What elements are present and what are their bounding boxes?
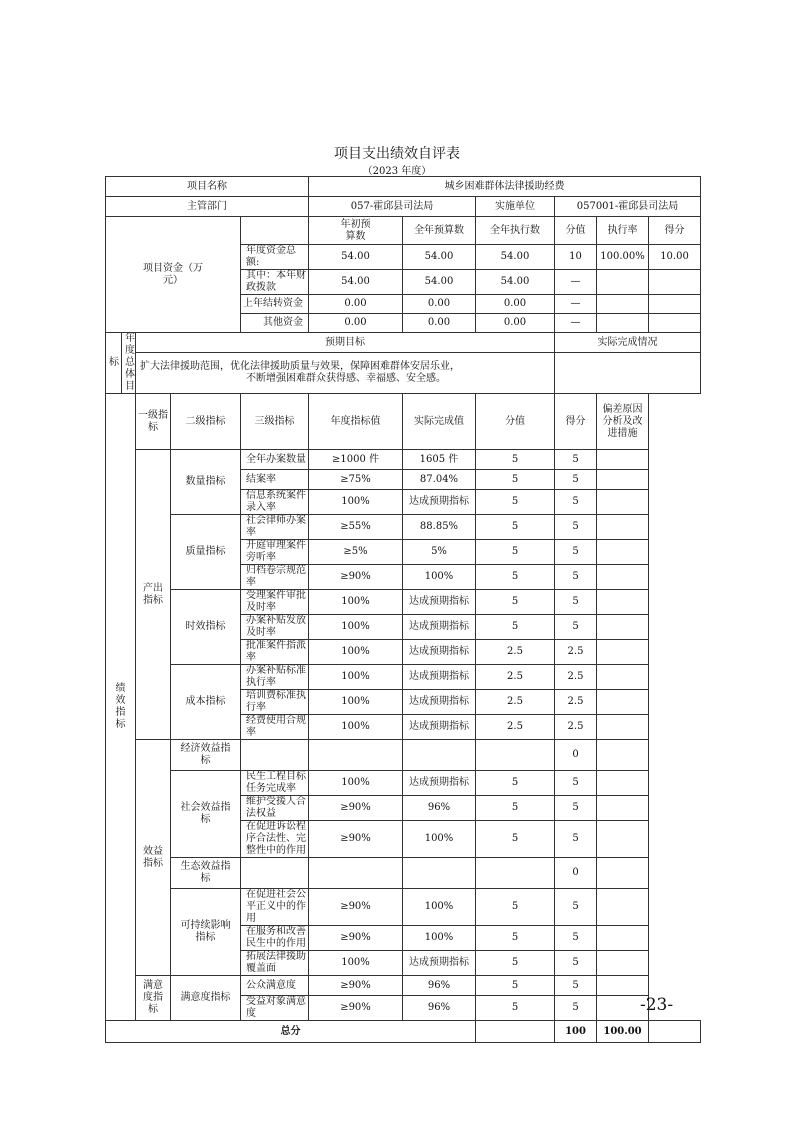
- project-name-row: [106, 177, 701, 197]
- indicator-target: [309, 740, 403, 771]
- indicator-score: 5: [476, 821, 555, 858]
- l2-indicator: 时效指标: [171, 590, 241, 665]
- indicator-got: 0: [555, 740, 597, 771]
- goals-label-b-text: 标: [109, 357, 119, 368]
- l3-indicator: 全年办案数量: [241, 450, 309, 470]
- funds-cell: 0.00: [476, 295, 555, 314]
- indicator-actual: 达成预期指标: [403, 490, 476, 515]
- indicator-note: [597, 976, 649, 996]
- indicator-got: 5: [555, 889, 597, 926]
- indicator-got: 5: [555, 470, 597, 490]
- funds-row-label: 其他资金: [241, 314, 309, 333]
- project-name-label: 项目名称: [106, 177, 309, 197]
- indicator-got: 5: [555, 565, 597, 590]
- indicator-got: 5: [555, 540, 597, 565]
- l3-indicator: 在促进社会公平正义中的作用: [241, 889, 309, 926]
- indicator-target: 100%: [309, 590, 403, 615]
- indicator-got: 5: [555, 926, 597, 951]
- indicator-note: [597, 715, 649, 740]
- indicator-target: 100%: [309, 690, 403, 715]
- l3-indicator: 拓展法律援助覆盖面: [241, 951, 309, 976]
- indicator-score: 5: [476, 796, 555, 821]
- indicator-note: [597, 926, 649, 951]
- indicator-note: [597, 951, 649, 976]
- indicator-actual: 达成预期指标: [403, 951, 476, 976]
- unit-label: 实施单位: [476, 197, 555, 217]
- total-row: [106, 1021, 701, 1043]
- l3-indicator: 在服务和改善民生中的作用: [241, 926, 309, 951]
- goals-label-a: [122, 333, 136, 394]
- indicator-got: 5: [555, 821, 597, 858]
- l2-indicator: 可持续影响指标: [171, 889, 241, 976]
- indicator-note: [597, 450, 649, 470]
- indicator-score: 5: [476, 951, 555, 976]
- l3-indicator: 批准案件指派率: [241, 640, 309, 665]
- indicator-note: [597, 665, 649, 690]
- indicator-row: [106, 665, 701, 690]
- indicator-actual: 达成预期指标: [403, 715, 476, 740]
- funds-label: [106, 217, 241, 333]
- unit-value: 057001-霍邱县司法局: [555, 197, 701, 217]
- actual-result-text: [555, 353, 701, 394]
- actual-result-label: 实际完成情况: [555, 333, 701, 353]
- goals-label-b: [106, 333, 122, 394]
- funds-cell: 54.00: [309, 270, 403, 295]
- indicator-header-5: 分值: [476, 394, 555, 450]
- form-title: 项目支出绩效自评表: [334, 146, 460, 162]
- indicator-target: ≥75%: [309, 470, 403, 490]
- l3-indicator: [241, 858, 309, 889]
- funds-cell: 10.00: [649, 245, 701, 270]
- indicator-note: [597, 540, 649, 565]
- funds-header-row: [106, 217, 701, 245]
- indicator-note: [597, 515, 649, 540]
- indicator-got: 5: [555, 996, 597, 1021]
- funds-cell: —: [555, 295, 597, 314]
- l3-indicator: 开庭审理案件旁听率: [241, 540, 309, 565]
- funds-cell: —: [555, 270, 597, 295]
- l3-indicator: 民生工程目标任务完成率: [241, 771, 309, 796]
- department-row: [106, 197, 701, 217]
- funds-cell: 0.00: [403, 295, 476, 314]
- l3-indicator: 维护受援人合法权益: [241, 796, 309, 821]
- funds-cell: 0.00: [403, 314, 476, 333]
- l3-indicator: 信息系统案件录入率: [241, 490, 309, 515]
- funds-cell: [597, 270, 649, 295]
- indicator-target: ≥90%: [309, 996, 403, 1021]
- indicator-row: [106, 450, 701, 470]
- indicator-target: ≥90%: [309, 976, 403, 996]
- indicator-got: 5: [555, 490, 597, 515]
- indicator-target: 100%: [309, 951, 403, 976]
- indicator-actual: 达成预期指标: [403, 690, 476, 715]
- indicator-actual: 100%: [403, 889, 476, 926]
- l3-indicator: 办案补贴标准执行率: [241, 665, 309, 690]
- l3-indicator: 经费使用合规率: [241, 715, 309, 740]
- indicator-score: 2.5: [476, 715, 555, 740]
- indicator-score: 5: [476, 590, 555, 615]
- l3-indicator: 公众满意度: [241, 976, 309, 996]
- funds-cell: 10: [555, 245, 597, 270]
- page-number: -23-: [640, 995, 674, 1015]
- indicator-note: [597, 490, 649, 515]
- indicator-got: 5: [555, 796, 597, 821]
- indicator-header-7: 偏差原因分析及改进措施: [597, 394, 649, 450]
- funds-cell: [649, 314, 701, 333]
- indicator-score: 5: [476, 771, 555, 796]
- indicator-target: 100%: [309, 490, 403, 515]
- goals-content-row: [106, 353, 701, 394]
- funds-header-1: 全年预算数: [403, 217, 476, 245]
- l3-indicator: 社会律师办案率: [241, 515, 309, 540]
- indicator-got: 2.5: [555, 690, 597, 715]
- funds-cell: 54.00: [309, 245, 403, 270]
- indicator-note: [597, 590, 649, 615]
- indicator-score: 5: [476, 540, 555, 565]
- form-year: （2023 年度）: [362, 166, 432, 177]
- funds-header-0: 年初预算数: [309, 217, 403, 245]
- indicator-row: [106, 515, 701, 540]
- indicator-actual: 96%: [403, 996, 476, 1021]
- indicator-target: 100%: [309, 771, 403, 796]
- project-name-value: 城乡困难群体法律援助经费: [309, 177, 701, 197]
- l3-indicator: 受益对象满意度: [241, 996, 309, 1021]
- indicator-got: 5: [555, 976, 597, 996]
- goals-label-a-text: 年度总体目: [125, 333, 135, 392]
- funds-cell: 54.00: [476, 270, 555, 295]
- indicator-actual: 达成预期指标: [403, 590, 476, 615]
- l3-indicator: [241, 740, 309, 771]
- indicator-score: 2.5: [476, 640, 555, 665]
- indicator-target: ≥90%: [309, 926, 403, 951]
- indicator-note: [597, 740, 649, 771]
- indicator-note: [597, 565, 649, 590]
- total-score: 100: [555, 1021, 597, 1043]
- indicator-actual: 达成预期指标: [403, 771, 476, 796]
- expected-goal-label: 预期目标: [136, 333, 555, 353]
- indicator-score: 5: [476, 996, 555, 1021]
- indicator-got: 0: [555, 858, 597, 889]
- indicator-target: ≥90%: [309, 821, 403, 858]
- indicator-actual: 达成预期指标: [403, 665, 476, 690]
- indicator-target: ≥5%: [309, 540, 403, 565]
- indicator-score: [476, 858, 555, 889]
- total-got: 100.00: [597, 1021, 649, 1043]
- funds-cell: 54.00: [403, 245, 476, 270]
- indicator-note: [597, 690, 649, 715]
- indicator-actual: [403, 740, 476, 771]
- indicator-got: 2.5: [555, 665, 597, 690]
- indicator-got: 5: [555, 590, 597, 615]
- indicator-got: 5: [555, 515, 597, 540]
- funds-cell: 54.00: [476, 245, 555, 270]
- indicator-actual: 88.85%: [403, 515, 476, 540]
- l3-indicator: 培训费标准执行率: [241, 690, 309, 715]
- indicator-score: 5: [476, 615, 555, 640]
- indicator-got: 5: [555, 450, 597, 470]
- indicator-score: [476, 740, 555, 771]
- l2-indicator: 社会效益指标: [171, 771, 241, 858]
- funds-cell: —: [555, 314, 597, 333]
- indicator-section: [106, 394, 701, 1021]
- indicator-section-text: 绩效指标: [115, 683, 126, 730]
- indicator-target: 100%: [309, 715, 403, 740]
- l2-indicator: 经济效益指标: [171, 740, 241, 771]
- indicator-score: 5: [476, 565, 555, 590]
- funds-cell: [649, 270, 701, 295]
- indicator-target: 100%: [309, 640, 403, 665]
- indicator-target: ≥90%: [309, 565, 403, 590]
- funds-row-label: 上年结转资金: [241, 295, 309, 314]
- indicator-score: 5: [476, 490, 555, 515]
- indicator-got: 5: [555, 771, 597, 796]
- indicator-actual: 96%: [403, 796, 476, 821]
- indicator-note: [597, 640, 649, 665]
- indicator-score: 5: [476, 450, 555, 470]
- indicator-note: [597, 889, 649, 926]
- indicator-header-0: 一级指标: [136, 394, 171, 450]
- indicator-row: [106, 976, 701, 996]
- funds-cell: [597, 295, 649, 314]
- funds-header-2: 全年执行数: [476, 217, 555, 245]
- indicator-actual: 100%: [403, 565, 476, 590]
- indicator-actual: 达成预期指标: [403, 640, 476, 665]
- indicator-header-4: 实际完成值: [403, 394, 476, 450]
- l3-indicator: 在促进诉讼程序合法性、完整性中的作用: [241, 821, 309, 858]
- funds-cell: [649, 295, 701, 314]
- indicator-actual: 100%: [403, 821, 476, 858]
- indicator-actual: 96%: [403, 976, 476, 996]
- funds-header-5: 得分: [649, 217, 701, 245]
- indicator-got: 5: [555, 951, 597, 976]
- dept-value: 057-霍邱县司法局: [309, 197, 476, 217]
- l3-indicator: 归档卷宗规范率: [241, 565, 309, 590]
- l2-indicator: 满意度指标: [171, 976, 241, 1021]
- total-label: 总分: [106, 1021, 476, 1043]
- indicator-score: 5: [476, 515, 555, 540]
- indicator-note: [597, 821, 649, 858]
- indicator-actual: 5%: [403, 540, 476, 565]
- indicator-note: [597, 796, 649, 821]
- indicator-header-row: [106, 394, 701, 450]
- indicator-target: [309, 858, 403, 889]
- l3-indicator: 结案率: [241, 470, 309, 490]
- indicator-score: 2.5: [476, 690, 555, 715]
- indicator-note: [597, 615, 649, 640]
- indicator-actual: 100%: [403, 926, 476, 951]
- l1-indicator: 效益指标: [136, 740, 171, 976]
- indicator-target: ≥90%: [309, 889, 403, 926]
- indicator-got: 5: [555, 615, 597, 640]
- expected-goal-line: 不断增强困难群众获得感、幸福感、安全感。: [246, 373, 446, 385]
- indicator-score: 5: [476, 976, 555, 996]
- indicator-target: ≥1000 件: [309, 450, 403, 470]
- indicator-target: ≥55%: [309, 515, 403, 540]
- l1-indicator: 满意度指标: [136, 976, 171, 1021]
- indicator-score: 5: [476, 889, 555, 926]
- indicator-actual: 87.04%: [403, 470, 476, 490]
- funds-cell: 0.00: [476, 314, 555, 333]
- indicator-actual: 1605 件: [403, 450, 476, 470]
- indicator-row: [106, 590, 701, 615]
- indicator-target: ≥90%: [309, 796, 403, 821]
- total-note: [649, 1021, 701, 1043]
- expected-goal-line: 扩大法律援助范围，优化法律援助质量与效果，保障困难群体安居乐业，: [140, 361, 460, 373]
- indicator-section-label: [106, 394, 136, 1021]
- performance-table: [105, 176, 701, 1043]
- funds-row-label: 其中：本年财政拨款: [241, 270, 309, 295]
- l2-indicator: 数量指标: [171, 450, 241, 515]
- funds-cell: 54.00: [403, 270, 476, 295]
- funds-cell: 100.00%: [597, 245, 649, 270]
- funds-header-3: 分值: [555, 217, 597, 245]
- indicator-note: [597, 470, 649, 490]
- indicator-header-3: 年度指标值: [309, 394, 403, 450]
- indicator-actual: [403, 858, 476, 889]
- l2-indicator: 质量指标: [171, 515, 241, 590]
- l2-indicator: 成本指标: [171, 665, 241, 740]
- indicator-got: 2.5: [555, 640, 597, 665]
- indicator-score: 2.5: [476, 665, 555, 690]
- indicator-row: [106, 771, 701, 796]
- total-blank: [476, 1021, 555, 1043]
- indicator-row: [106, 858, 701, 889]
- dept-label: 主管部门: [106, 197, 309, 217]
- indicator-header-6: 得分: [555, 394, 597, 450]
- indicator-row: [106, 889, 701, 926]
- funds-label-text: 项目资金（万元）: [143, 262, 203, 286]
- l3-indicator: 受理案件审批及时率: [241, 590, 309, 615]
- funds-row-label: 年度资金总额:: [241, 245, 309, 270]
- funds-header-4: 执行率: [597, 217, 649, 245]
- indicator-target: 100%: [309, 665, 403, 690]
- indicator-header-2: 三级指标: [241, 394, 309, 450]
- funds-header-blank: [241, 217, 309, 245]
- l3-indicator: 办案补贴发放及时率: [241, 615, 309, 640]
- indicator-target: 100%: [309, 615, 403, 640]
- funds-cell: [597, 314, 649, 333]
- l2-indicator: 生态效益指标: [171, 858, 241, 889]
- indicator-score: 5: [476, 470, 555, 490]
- indicator-note: [597, 771, 649, 796]
- funds-cell: 0.00: [309, 314, 403, 333]
- indicator-score: 5: [476, 926, 555, 951]
- l1-indicator: 产出指标: [136, 450, 171, 740]
- goals-header-row: [106, 333, 701, 353]
- indicator-got: 2.5: [555, 715, 597, 740]
- indicator-actual: 达成预期指标: [403, 615, 476, 640]
- funds-cell: 0.00: [309, 295, 403, 314]
- indicator-note: [597, 858, 649, 889]
- indicator-header-1: 二级指标: [171, 394, 241, 450]
- indicator-row: [106, 740, 701, 771]
- expected-goal-text: [136, 353, 555, 394]
